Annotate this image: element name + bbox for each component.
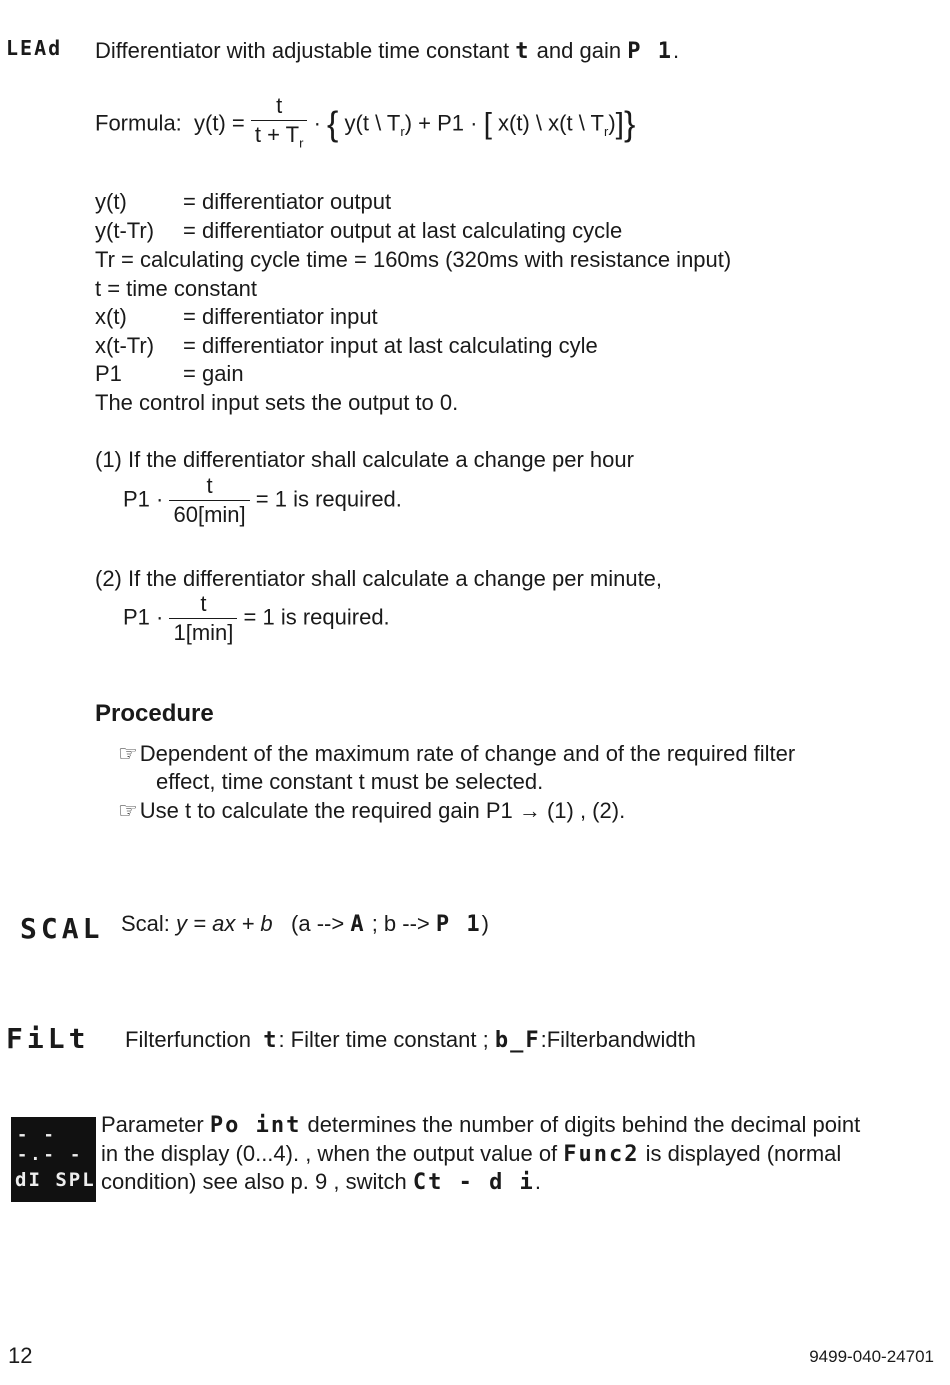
scal-b-symbol: P 1 [435,912,482,937]
procedure-item [118,797,625,826]
point-line3-a: condition) see also p. 9 , switch [101,1169,407,1194]
formula-term1: y(t \ T [344,110,401,136]
filt-text [125,1026,696,1055]
pointing-hand-icon: ☞ [118,742,138,767]
formula-term1-sub: r [400,123,405,139]
definition-rhs: = differentiator input at last calculating cyle [183,333,598,358]
case2-tail: = 1 is required. [243,604,390,630]
definition-lhs: y(t-Tr) [95,218,155,243]
formula-term2: x(t) \ x(t \ T [498,110,604,136]
point-line3-b: . [534,1169,541,1194]
filt-t-symbol: t [263,1028,279,1053]
scal-code: SCAL [20,912,104,945]
lead-intro-end: . [672,38,680,63]
case2-text: (2) If the differentiator shall calculate a change per minute, [95,566,663,591]
case1-tail: = 1 is required. [255,486,402,512]
formula [95,92,635,157]
formula-term2-close: ) [608,110,616,136]
document-number: 9499-040-24701 [809,1347,934,1366]
scal-end: ) [481,911,489,936]
definition-rhs: t = time constant [95,276,258,301]
definition-row [95,275,257,303]
point-line2 [101,1140,841,1169]
filt-bf-symbol: b_F [494,1028,541,1053]
page-number: 12 [8,1343,33,1368]
procedure-item1-line2: effect, time constant t must be selected. [156,769,544,794]
case1-p1: P1 · [123,486,164,512]
definition-lhs: x(t) [95,304,127,329]
definition-lhs: y(t) [95,189,127,214]
definition-row [95,217,622,245]
scal-a-part: (a --> [291,911,345,936]
scal-b-part: ; b --> [371,911,430,936]
procedure-heading: Procedure [95,700,214,727]
point-line3 [101,1168,541,1197]
lead-p1-symbol: P 1 [627,39,673,64]
definition-row [95,360,244,388]
scal-a-symbol: A [350,912,366,937]
filt-mid: : Filter time constant ; [278,1027,489,1052]
case1-formula [123,472,402,529]
formula-close-bracket: ] [615,107,624,141]
definition-row [95,188,391,216]
point-line1-b: determines the number of digits behind the decimal point [307,1112,861,1137]
definition-rhs: = gain [183,361,244,386]
definition-lhs: P1 [95,361,122,386]
formula-frac-num: t [276,93,283,118]
ctdi-symbol: Ct - d i [412,1170,535,1195]
case2-fraction [169,590,237,647]
case1-den: 60[min] [169,500,249,529]
scal-text [121,910,489,939]
case1-fraction [169,472,249,529]
case2-num: t [200,591,207,616]
point-symbol: Po int [209,1113,302,1138]
definition-rhs: = differentiator output [183,189,392,214]
scal-prefix: Scal: [121,911,170,936]
formula-lhs: y(t) = [194,110,245,136]
lead-intro [95,37,679,66]
formula-close-brace: } [623,105,636,144]
definition-row [95,303,378,331]
case1-num: t [206,473,213,498]
procedure-item2: Use t to calculate the required gain P1 → (1) , (2). [139,798,626,823]
formula-frac-den [251,120,308,157]
definition-rhs: Tr = calculating cycle time = 160ms (320ms with resistance input) [95,247,732,272]
point-line1 [101,1111,860,1140]
formula-fraction [251,92,308,157]
filt-end: :Filterbandwidth [540,1027,696,1052]
point-line2-b: is displayed (normal [645,1141,842,1166]
lead-code: LEAd [6,36,63,60]
formula-den-text: t + T [254,122,300,147]
formula-open-brace: { [327,105,339,144]
lcd-bottom-row: dI SPL [15,1169,96,1191]
point-line1-a: Parameter [101,1112,204,1137]
definition-lhs: x(t-Tr) [95,333,155,358]
case2-p1: P1 · [123,604,164,630]
lead-intro-a: Differentiator with adjustable time constant [95,38,510,63]
filt-code: FiLt [6,1022,90,1055]
formula-term2-sub: r [603,123,609,139]
formula-den-sub: r [299,135,304,151]
case2-formula [123,590,390,647]
lcd-top-row: - - -.- - [17,1125,84,1165]
definition-rhs: = differentiator output at last calculating cycle [183,218,623,243]
definition-row [95,246,731,274]
lead-intro-b: and gain [536,38,622,63]
definition-row [95,332,598,360]
scal-equation: y = ax + b [176,911,273,936]
formula-term1-close: ) + P1 · [404,110,478,136]
lcd-display-icon [11,1117,96,1202]
case2-den: 1[min] [169,618,237,647]
point-line2-a: in the display (0...4). , when the output value of [101,1141,558,1166]
definition-rhs: The control input sets the output to 0. [95,390,459,415]
filt-prefix: Filterfunction [125,1027,251,1052]
procedure-item [118,740,795,769]
formula-dot: · [313,110,321,136]
lead-t-symbol: t [515,39,531,64]
procedure-item1-line1: Dependent of the maximum rate of change and of the required filter [139,741,796,766]
definition-row [95,389,458,417]
func2-symbol: Func2 [563,1142,640,1167]
pointing-hand-icon: ☞ [118,799,138,824]
formula-label: Formula: [95,110,182,136]
formula-open-bracket: [ [483,107,492,141]
case1-text: (1) If the differentiator shall calculate a change per hour [95,447,634,472]
definition-rhs: = differentiator input [183,304,378,329]
